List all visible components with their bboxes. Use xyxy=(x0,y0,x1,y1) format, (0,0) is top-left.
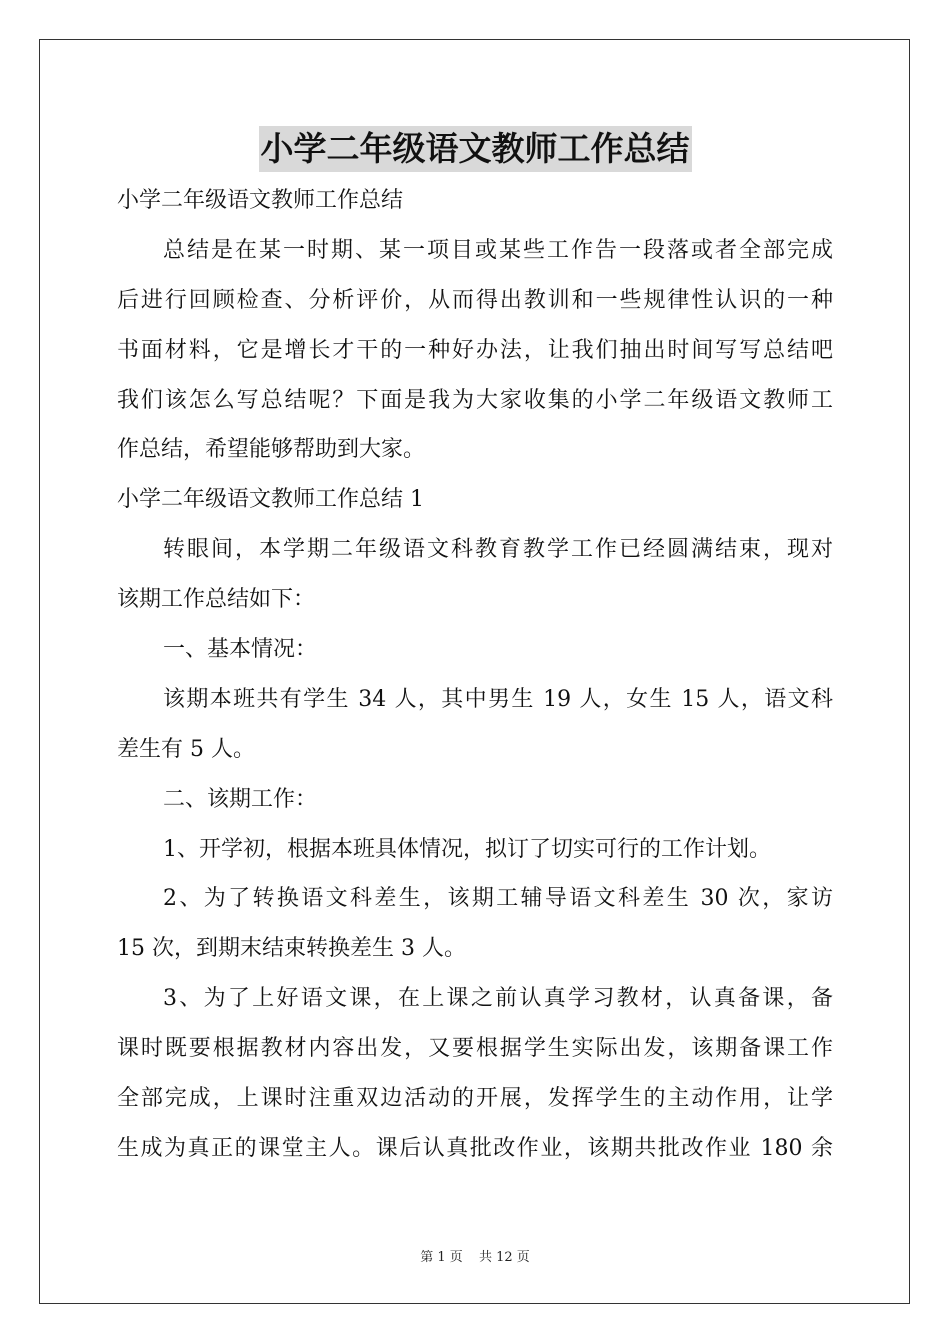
line-text: 小学二年级语文教师工作总结 1 xyxy=(117,487,424,513)
text-line xyxy=(117,675,833,725)
line-text: 差生有 5 人。 xyxy=(117,736,255,762)
text-line xyxy=(117,625,833,675)
text-line xyxy=(117,326,833,376)
text-line xyxy=(117,525,833,575)
text-line xyxy=(117,974,833,1024)
page-total: 共 12 页 xyxy=(478,1250,530,1265)
text-line xyxy=(117,1024,833,1074)
title-container xyxy=(0,126,950,172)
line-text: 总结是在某一时期、某一项目或某些工作告一段落或者全部完成 xyxy=(163,237,833,263)
line-text: 该期本班共有学生 34 人，其中男生 19 人，女生 15 人，语文科 xyxy=(163,686,833,712)
line-text: 全部完成，上课时注重双边活动的开展，发挥学生的主动作用，让学 xyxy=(117,1086,833,1112)
line-text: 3、为了上好语文课，在上课之前认真学习教材，认真备课，备 xyxy=(163,986,833,1012)
line-text: 我们该怎么写总结呢？下面是我为大家收集的小学二年级语文教师工 xyxy=(117,387,833,413)
text-line xyxy=(117,475,833,525)
document-title: 小学二年级语文教师工作总结 xyxy=(259,126,692,172)
text-line xyxy=(117,425,833,475)
text-line xyxy=(117,924,833,974)
line-text: 后进行回顾检查、分析评价，从而得出教训和一些规律性认识的一种 xyxy=(117,287,833,313)
text-line xyxy=(117,176,833,226)
text-line xyxy=(117,1124,833,1174)
line-text: 生成为真正的课堂主人。课后认真批改作业，该期共批改作业 180 余 xyxy=(117,1135,833,1161)
text-line xyxy=(117,575,833,625)
line-text: 小学二年级语文教师工作总结 xyxy=(117,188,404,213)
text-line xyxy=(117,725,833,775)
line-text: 课时既要根据教材内容出发，又要根据学生实际出发，该期备课工作 xyxy=(117,1036,833,1062)
line-text: 该期工作总结如下： xyxy=(117,587,316,613)
text-line xyxy=(117,376,833,426)
text-line xyxy=(117,874,833,924)
text-line xyxy=(117,226,833,276)
line-text: 15 次，到期末结束转换差生 3 人。 xyxy=(117,936,466,962)
line-text: 作总结，希望能够帮助到大家。 xyxy=(117,437,426,463)
line-text: 2、为了转换语文科差生，该期工辅导语文科差生 30 次，家访 xyxy=(163,886,833,912)
text-line xyxy=(117,825,833,875)
text-line xyxy=(117,276,833,326)
line-text: 1、开学初，根据本班具体情况，拟订了切实可行的工作计划。 xyxy=(163,836,771,862)
text-line xyxy=(117,1074,833,1124)
document-body xyxy=(117,176,833,1174)
page-number: 第 1 页 xyxy=(420,1250,463,1265)
text-line xyxy=(117,775,833,825)
line-text: 二、该期工作： xyxy=(163,786,318,812)
line-text: 一、基本情况： xyxy=(163,637,318,663)
line-text: 转眼间，本学期二年级语文科教育教学工作已经圆满结束，现对 xyxy=(163,537,833,563)
line-text: 书面材料，它是增长才干的一种好办法，让我们抽出时间写写总结吧 xyxy=(117,337,833,363)
page-footer xyxy=(0,1249,950,1267)
